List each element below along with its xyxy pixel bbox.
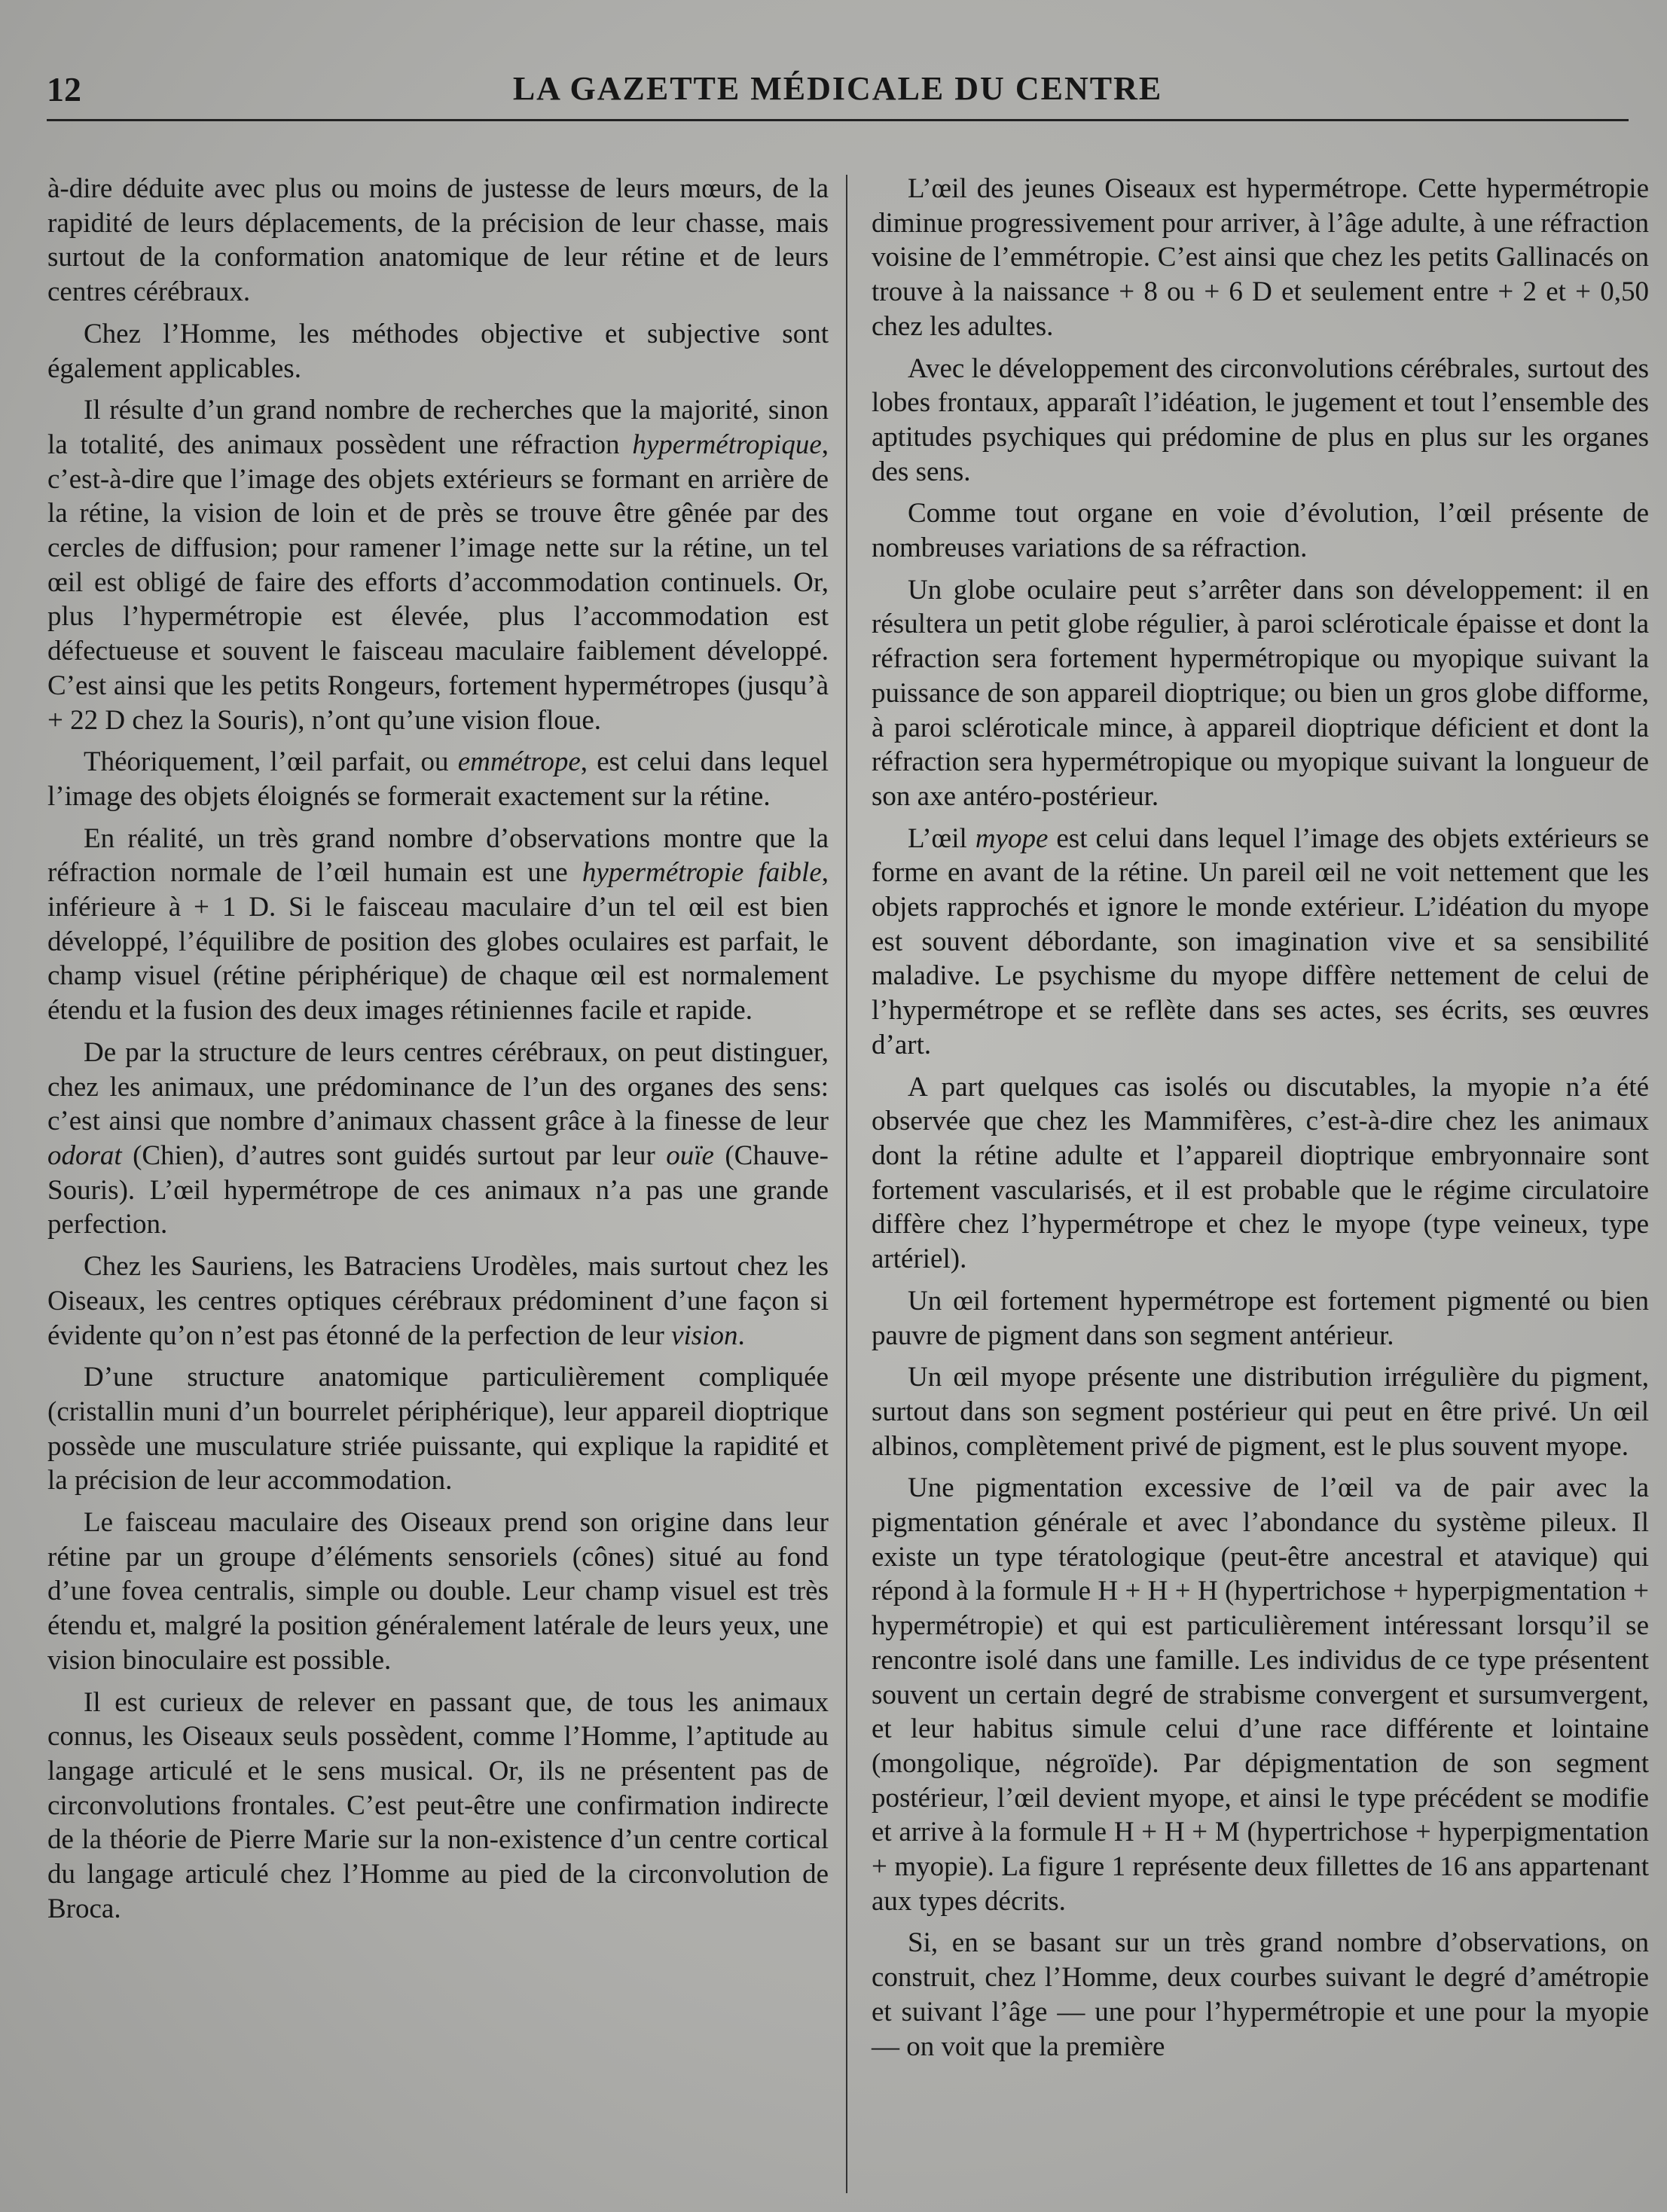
left-column xyxy=(47,172,829,1933)
paragraph: D’une structure anatomique particulièrement compliquée (cristallin muni d’un bourrelet périphérique), leur appareil dioptrique possède une musculature striée puissante, qui explique la rapidité et la précision de leur accommodation. xyxy=(47,1362,829,1497)
right-column xyxy=(872,172,1649,2071)
paragraph: Théoriquement, l’œil parfait, ou emmétrope, est celui dans lequel l’image des objets éloignés se formerait exactement sur la rétine. xyxy=(47,746,829,812)
paragraph: Une pigmentation excessive de l’œil va de pair avec la pigmentation générale et avec l’abondance du système pileux. Il existe un type tératologique (peut-être ancestral et atavique) qui répond à la formule H + H + H (hypertrichose + hyperpigmentation + hypermétropie) et qui est particulièrement intéressant lorsqu’il se rencontre isolé dans une famille. Les individus de ce type présentent souvent un certain degré de strabisme convergent et sursumvergent, et leur habitus simule celui d’une race différente et lointaine (mongolique, négroïde). Par dépigmentation de son segment postérieur, l’œil devient myope, et ainsi le type précédent se modifie et arrive à la formule H + H + M (hypertrichose + hyperpigmentation + myopie). La figure 1 représente deux fillettes de 16 ans appartenant aux types décrits. xyxy=(872,1472,1649,1917)
paragraph: Un œil fortement hypermétrope est fortement pigmenté ou bien pauvre de pigment dans son segment antérieur. xyxy=(872,1285,1649,1351)
paragraph: Il est curieux de relever en passant que, de tous les animaux connus, les Oiseaux seuls possèdent, comme l’Homme, l’aptitude au langage articulé et le sens musical. Or, ils ne présentent pas de circonvolutions frontales. C’est peut-être une confirmation indirecte de la théorie de Pierre Marie sur la non-existence d’un centre cortical du langage articulé chez l’Homme au pied de la circonvolution de Broca. xyxy=(47,1686,829,1924)
paragraph: L’œil myope est celui dans lequel l’image des objets extérieurs se forme en avant de la rétine. Un pareil œil ne voit nettement que les objets rapprochés et ignore le monde extérieur. L’idéation du myope est souvent débordante, son imagination vive et sa sensibilité maladive. Le psychisme du myope diffère nettement de celui de l’hypermétrope et se reflète dans ses actes, ses écrits, ses œuvres d’art. xyxy=(872,822,1649,1060)
header-rule xyxy=(47,119,1629,121)
italic-term: odorat xyxy=(47,1140,122,1171)
italic-term: hypermétropie faible xyxy=(582,857,822,889)
paragraph: Un œil myope présente une distribution irrégulière du pigment, surtout dans son segment postérieur qui peut en être privé. Un œil albinos, complètement privé de pigment, est le plus souvent myope. xyxy=(872,1362,1649,1462)
paragraph: Chez les Sauriens, les Batraciens Urodèles, mais surtout chez les Oiseaux, les centres optiques cérébraux prédominent d’une façon si évidente qu’on n’est pas étonné de la perfection de leur vision. xyxy=(47,1251,829,1351)
paragraph: De par la structure de leurs centres cérébraux, on peut distinguer, chez les animaux, une prédominance de l’un des organes des sens: c’est ainsi que nombre d’animaux chassent grâce à la finesse de leur odorat (Chien), d’autres sont guidés surtout par leur ouïe (Chauve-Souris). L’œil hypermétrope de ces animaux n’a pas une grande perfection. xyxy=(47,1036,829,1240)
paragraph: Comme tout organe en voie d’évolution, l’œil présente de nombreuses variations de sa réfraction. xyxy=(872,498,1649,564)
italic-term: hypermétropique xyxy=(632,429,822,460)
paragraph: Si, en se basant sur un très grand nombre d’observations, on construit, chez l’Homme, deux courbes suivant le degré d’amétropie et suivant l’âge — une pour l’hypermétropie et une pour la myopie — on voit que la première xyxy=(872,1927,1649,2062)
paragraph: En réalité, un très grand nombre d’observations montre que la réfraction normale de l’œil humain est une hypermétropie faible, inférieure à + 1 D. Si le faisceau maculaire d’un tel œil est bien développé, l’équilibre de position des globes oculaires est parfait, le champ visuel (rétine périphérique) de chaque œil est normalement étendu et la fusion des deux images rétiniennes facile et rapide. xyxy=(47,822,829,1027)
italic-term: vision xyxy=(671,1320,738,1351)
page-header xyxy=(47,69,1629,114)
paragraph: Un globe oculaire peut s’arrêter dans son développement: il en résultera un petit globe régulier, à paroi scléroticale épaisse et dont la réfraction sera fortement hypermétropique ou myopique suivant la puissance de son appareil dioptrique; ou bien un gros globe difforme, à paroi scléroticale mince, à appareil dioptrique déficient et dont la réfraction sera hypermétropique ou myopique suivant la longueur de son axe antéro-postérieur. xyxy=(872,574,1649,812)
italic-term: emmétrope xyxy=(457,746,581,778)
column-divider xyxy=(846,175,847,2193)
paragraph: Il résulte d’un grand nombre de recherches que la majorité, sinon la totalité, des animaux possèdent une réfraction hypermétropique, c’est-à-dire que l’image des objets extérieurs se formant en arrière de la rétine, la vision de loin et de près se trouve être gênée par des cercles de diffusion; pour ramener l’image nette sur la rétine, un tel œil est obligé de faire des efforts d’accommodation continuels. Or, plus l’hypermétropie est élevée, plus l’accommodation est défectueuse et souvent le faisceau maculaire faiblement développé. C’est ainsi que les petits Rongeurs, fortement hypermétropes (jusqu’à + 22 D chez la Souris), n’ont qu’une vision floue. xyxy=(47,395,829,736)
page-number: 12 xyxy=(47,70,81,108)
paragraph: Le faisceau maculaire des Oiseaux prend son origine dans leur rétine par un groupe d’éléments sensoriels (cônes) situé au fond d’une fovea centralis, simple ou double. Leur champ visuel est très étendu et, malgré la position généralement latérale de leurs yeux, une vision binoculaire est possible. xyxy=(47,1507,829,1676)
paragraph: Avec le développement des circonvolutions cérébrales, surtout des lobes frontaux, apparaît l’idéation, le jugement et tout l’ensemble des aptitudes psychiques qui prédomine de plus en plus sur les organes des sens. xyxy=(872,352,1649,487)
paragraph: à-dire déduite avec plus ou moins de justesse de leurs mœurs, de la rapidité de leurs déplacements, de la précision de leur chasse, mais surtout de la conformation anatomique de leur rétine et de leurs centres cérébraux. xyxy=(47,173,829,308)
paragraph: L’œil des jeunes Oiseaux est hypermétrope. Cette hypermétropie diminue progressivement pour arriver, à l’âge adulte, à une réfraction voisine de l’emmétropie. C’est ainsi que chez les petits Gallinacés on trouve à la naissance + 8 ou + 6 D et seulement entre + 2 et + 0,50 chez les adultes. xyxy=(872,173,1649,342)
italic-term: ouïe xyxy=(666,1140,714,1171)
paragraph: A part quelques cas isolés ou discutables, la myopie n’a été observée que chez les Mammifères, c’est-à-dire chez les animaux dont la rétine adulte et l’appareil dioptrique embryonnaire sont fortement vascularisés, et il est probable que le régime circulatoire diffère chez l’hypermétrope et chez le myope (type veineux, type artériel). xyxy=(872,1071,1649,1275)
running-head-title: LA GAZETTE MÉDICALE DU CENTRE xyxy=(512,70,1163,107)
italic-term: myope xyxy=(975,822,1049,854)
paragraph: Chez l’Homme, les méthodes objective et subjective sont également applicables. xyxy=(47,318,829,384)
